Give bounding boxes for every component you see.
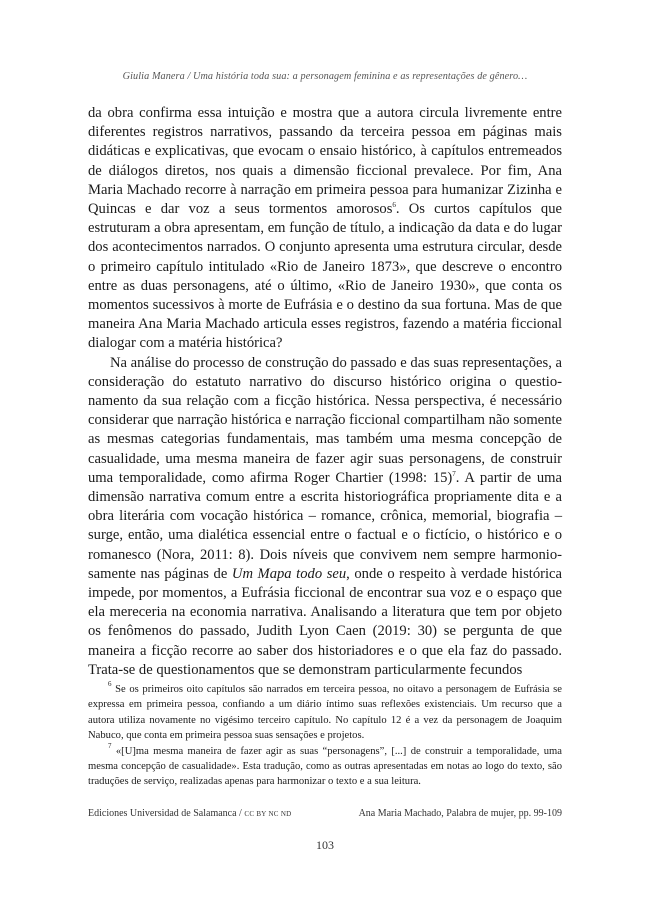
footnote-number: 6 (108, 680, 112, 688)
footnotes (88, 682, 562, 790)
footnote (88, 741, 562, 790)
license-badge: CC BY NC ND (244, 810, 292, 818)
paragraph-text: Na análise do processo de construção do passado e das suas representações, a consideração do estatuto narrativo do discurso histórico origina o questionamento da sua relação com a ficção histórica. Nessa perspectiva, é necessário considerar que narração histórica e narração ficcional compartilham não somente as mesmas categorias fundamentais, mas também uma mesma concepção de casualidade, uma mesma maneira de fazer agir suas personagens, de construir uma temporalidade, como afirma Roger Chartier (1998: 15) (88, 354, 562, 486)
footer-publisher (88, 808, 292, 819)
paragraph-text: . A partir de uma dimensão narrativa comum entre a escrita historiográfica propriamente dita e a obra literária com vocação histórica – romance, crônica, memorial, biografia – surge, então, uma dialética essencial entre o factual e o fictício, o histórico e o romanesco (Nora, 2011: 8). Dois níveis que convivem nem sempre harmoniosamente nas páginas de (88, 469, 562, 582)
book-title: Um Mapa todo seu (231, 565, 347, 582)
footnote-ref[interactable]: 7 (452, 469, 456, 478)
paragraph-text: da obra confirma essa intuição e mostra que a autora circula livremente entre diferentes registros narrativos, passando da terceira pessoa em páginas mais didáticas e explicativas, que evocam o ensaio histórico, à capítulos entremeados de diálogos diretos, nos quais a dimensão ficcional prevalece. Por fim, Ana Maria Machado recorre à narração em primeira pessoa para humanizar Zizinha e Quincas e dar voz a seus tormentos amorosos (88, 105, 562, 218)
paragraph-text: . Os curtos capítulos que estruturam a obra apresentam, em função de título, a indicação da data e do lugar dos acontecimentos narrados. O conjunto apresenta uma estrutura circular, desde o primeiro capítulo intitulado «Rio de Janeiro 1873», que descreve o encontro entre as duas personagens, até o último, «Rio de Janeiro 1930», que conta os momentos sucessivos à morte de Eufrásia e o destino da sua fortuna. Mas de que maneira Ana Maria Machado articula esses registros, fazendo a matéria ficcional dialogar com a matéria histórica? (88, 201, 562, 352)
page-number: 103 (316, 838, 334, 852)
footnote-number: 7 (108, 741, 112, 750)
paragraph (88, 104, 562, 354)
paragraph-text: , onde o respeito à verdade histórica impede, por momentos, a Eufrásia ficcional de encontrar sua voz e o espaço que ela mereceria na economia narrativa. Analisando a literatura que tem por objeto os fenômenos do passado, Judith Lyon Caen (2019: 30) se pergunta de que maneira a ficção recorre ao saber dos historiadores e o que ela faz do passado. Trata-se de questionamentos que se demonstram particularmente fecundos (88, 565, 562, 678)
footnote-text: Se os primeiros oito capítulos são narrados em terceira pessoa, no oitavo a personagem de Eufrásia se expressa em primeira pessoa, confiando a um diário íntimo suas reflexões existenciais. Um recurso que a autora utiliza novamente no vigésimo terceiro capítulo. No capítulo 12 é a vez da personagem de Joaquim Nabuco, que conta em primeira pessoa suas sensações e projetos. (88, 684, 562, 742)
footnote (88, 682, 562, 744)
publisher-name: Ediciones Universidad de Salamanca / (88, 808, 245, 819)
paragraph (88, 354, 562, 680)
footer-source: Ana Maria Machado, Palabra de mujer, pp. 99-109 (358, 808, 562, 819)
footnote-ref[interactable]: 6 (392, 201, 396, 210)
running-head: Giulia Manera / Uma história toda sua: a personagem feminina e as representações de gênero… (122, 71, 528, 82)
main-text (88, 104, 562, 680)
footnote-text: «[U]ma mesma maneira de fazer agir as suas “personagens”, [...] de construir a temporalidade, uma mesma concepção de casualidade». Esta tradução, como as outras apresentadas em notas ao logo do texto, são traduções de serviço, realizadas apenas para harmonizar o texto e a sua leitura. (88, 745, 562, 788)
